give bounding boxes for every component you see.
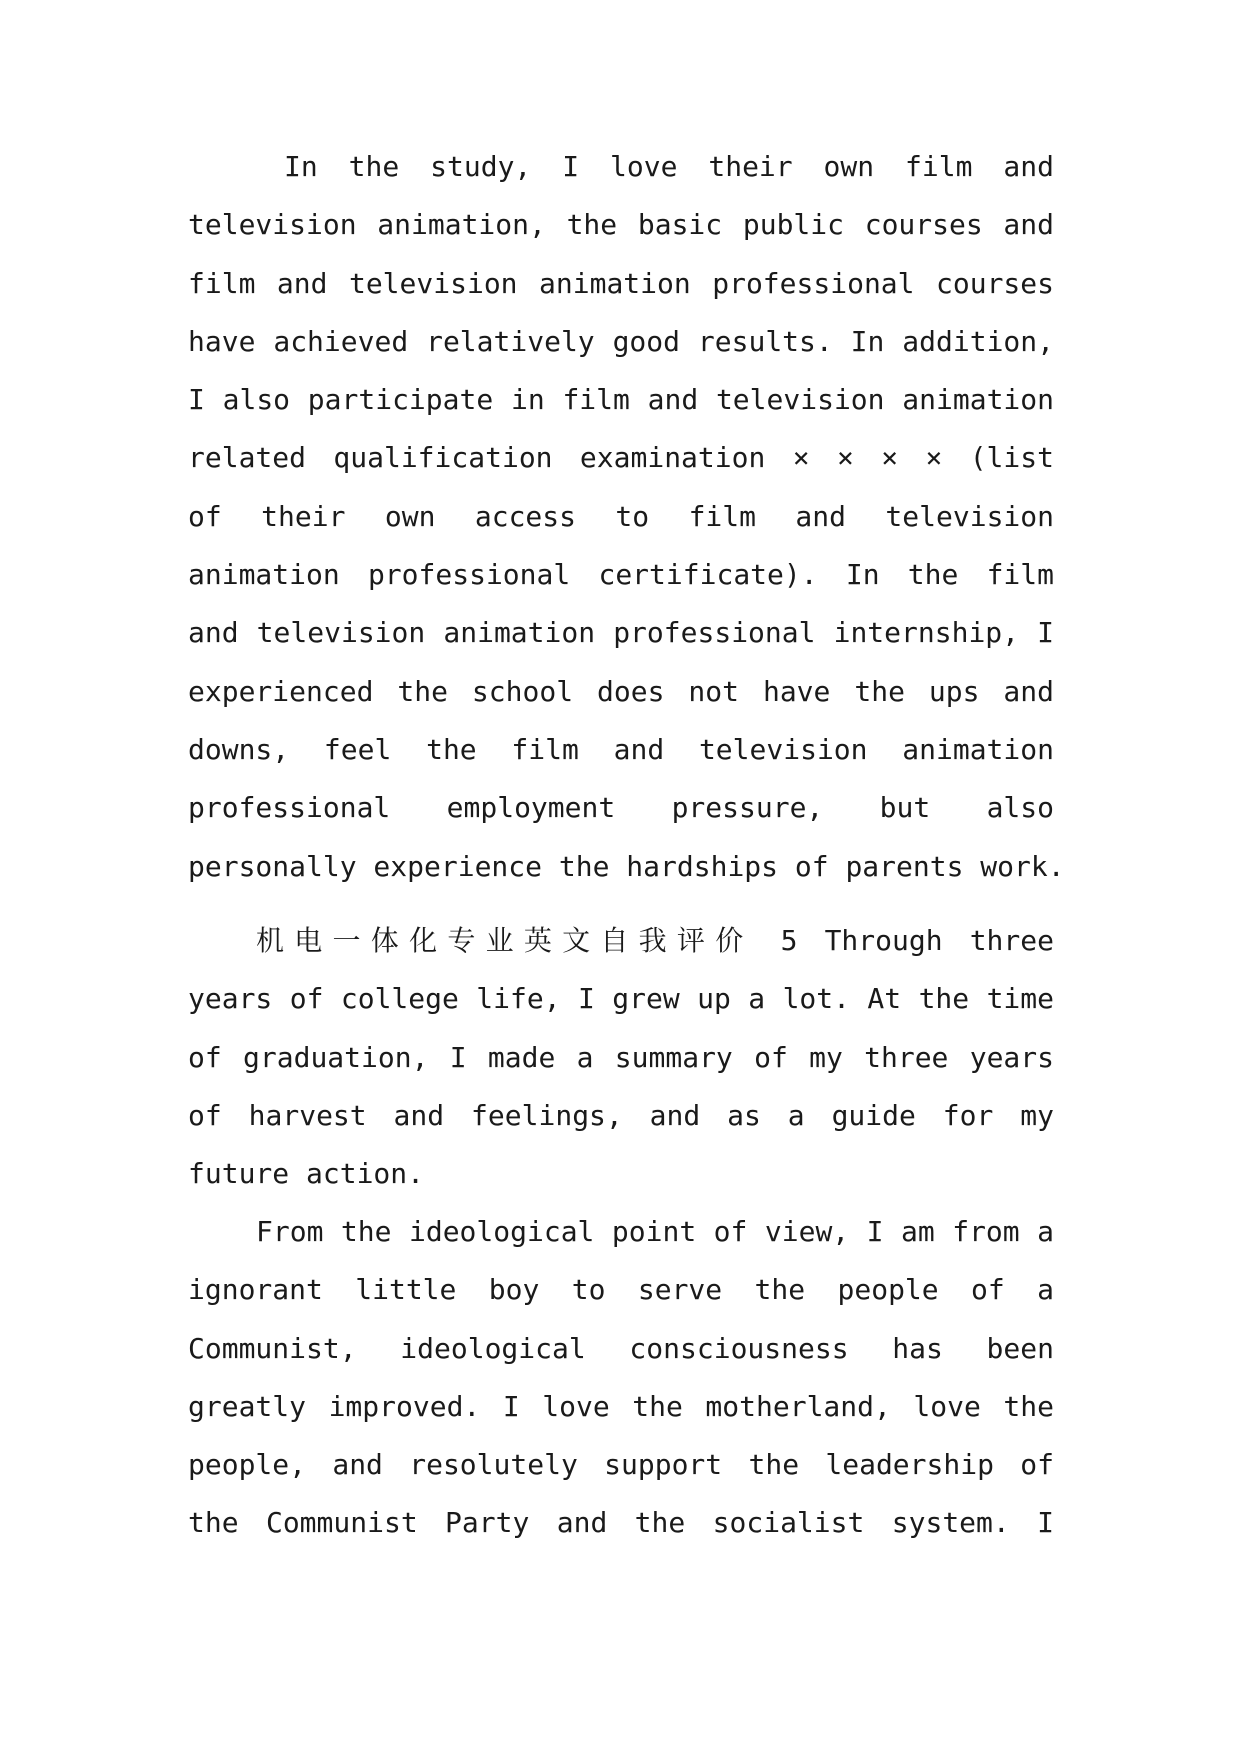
paragraph-line: and television animation professional internship, I bbox=[188, 616, 1054, 650]
paragraph-line: have achieved relatively good results. In addition, bbox=[188, 324, 1054, 358]
paragraph-line: Communist, ideological consciousness has been bbox=[188, 1331, 1054, 1365]
paragraph-line: animation professional certificate). In the film bbox=[188, 558, 1054, 592]
paragraph-line: I also participate in film and television animation bbox=[188, 383, 1054, 417]
paragraph-line: professional employment pressure, but also bbox=[188, 791, 1054, 825]
paragraph-line: downs, feel the film and television animation bbox=[188, 732, 1054, 766]
paragraph-line: the Communist Party and the socialist system. I bbox=[188, 1506, 1054, 1540]
paragraph-1 bbox=[188, 138, 1065, 896]
paragraph-line: From the ideological point of view, I am from a bbox=[256, 1215, 1054, 1248]
paragraph-line: greatly improved. I love the motherland, love the bbox=[188, 1389, 1054, 1423]
paragraph-line: of harvest and feelings, and as a guide for my bbox=[188, 1098, 1054, 1132]
paragraph-line: of graduation, I made a summary of my three years bbox=[188, 1040, 1054, 1074]
paragraph-2 bbox=[188, 912, 1054, 1203]
paragraph-3 bbox=[188, 1203, 1054, 1553]
paragraph-line: experienced the school does not have the ups and bbox=[188, 674, 1054, 708]
paragraph-line: future action. bbox=[188, 1157, 425, 1191]
paragraph-line: related qualification examination × × × × (list bbox=[188, 441, 1054, 475]
paragraph-line: people, and resolutely support the leadership of bbox=[188, 1448, 1054, 1482]
paragraph-line: years of college life, I grew up a lot. At the time bbox=[188, 982, 1054, 1016]
paragraph-line: of their own access to film and television bbox=[188, 499, 1054, 533]
paragraph-line: 机电一体化专业英文自我评价 5 Through three bbox=[256, 924, 1054, 957]
paragraph-line: film and television animation professional courses bbox=[188, 266, 1054, 300]
paragraph-line: television animation, the basic public courses and bbox=[188, 208, 1054, 242]
paragraph-line: In the study, I love their own film and bbox=[284, 150, 1054, 183]
paragraph-line: ignorant little boy to serve the people of a bbox=[188, 1273, 1054, 1307]
paragraph-line: personally experience the hardships of parents work. bbox=[188, 849, 1065, 883]
